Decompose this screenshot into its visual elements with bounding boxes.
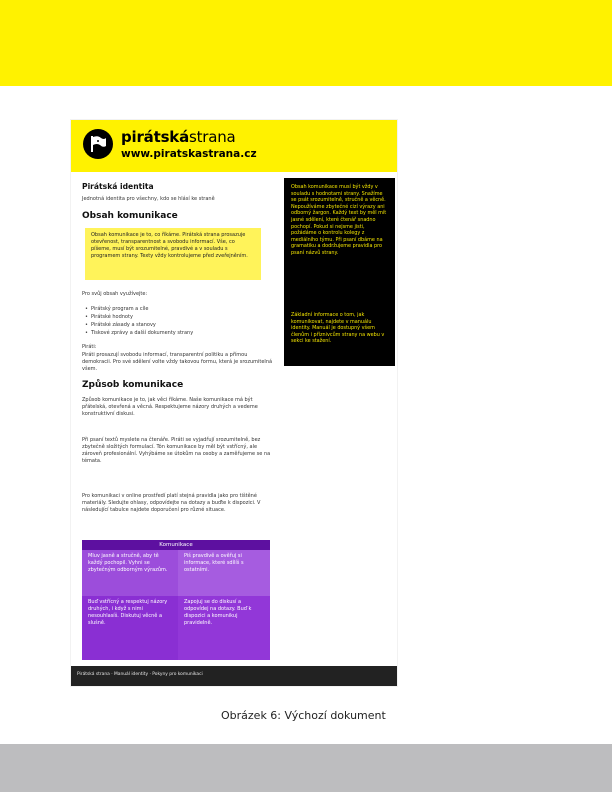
method-paragraph-1: Způsob komunikace je to, jak věci říkáme. Naše komunikace má být přátelská, otevřená a věcná. Respektujeme názory druhých a vedeme konstruktivní diskusi. bbox=[82, 397, 258, 417]
document-footer bbox=[71, 666, 397, 686]
website-url: www.piratskastrana.cz bbox=[121, 148, 257, 160]
intro-line: Pro svůj obsah využívejte: bbox=[82, 291, 148, 297]
bottom-gray-band bbox=[0, 744, 612, 792]
table-cell: Mluv jasně a stručně, aby tě každý pochopil. Vyhni se zbytečným odborným výrazům. bbox=[82, 550, 178, 596]
sidebar-box bbox=[284, 178, 395, 366]
highlight-text: Obsah komunikace je to, co říkáme. Pirátská strana prosazuje otevřenost, transparentnost a svobodu informací. Vše, co píšeme, musí být srozumitelné, pravdivé a v souladu s programem strany. Texty vždy kontrolujeme před zveřejněním. bbox=[91, 232, 248, 259]
document-header bbox=[71, 120, 397, 172]
table-cell: Buď vstřícný a respektuj názory druhých, i když s nimi nesouhlasíš. Diskutuj věcně a slušně. bbox=[82, 596, 178, 660]
method-heading: Způsob komunikace bbox=[82, 380, 184, 390]
communication-table bbox=[82, 540, 270, 660]
top-yellow-band bbox=[0, 0, 612, 86]
content-heading: Obsah komunikace bbox=[82, 211, 178, 221]
bullet-list bbox=[85, 305, 275, 337]
brand-light: strana bbox=[189, 128, 236, 146]
brand-name bbox=[121, 128, 236, 146]
identity-title: Pirátská identita bbox=[82, 182, 154, 191]
list-item: • Tiskové zprávy a další dokumenty strany bbox=[85, 329, 275, 337]
sidebar-text-1: Obsah komunikace musí být vždy v souladu s hodnotami strany. Snažíme se psát srozumitelně, stručně a věcně. Nepoužíváme zbytečné cizí výrazy ani odborný žargon. Každý text by měl mít jasné sdělení, které čtenář snadno pochopí. Pokud si nejsme jisti, požádáme o kontrolu kolegy z mediálního týmu. Při psaní dbáme na gramatiku a dodržujeme pravidla pro psaní názvů strany. bbox=[291, 184, 387, 256]
brand-bold: pirátská bbox=[121, 128, 189, 146]
figure-caption: Obrázek 6: Výchozí dokument bbox=[221, 709, 386, 722]
footer-text: Pirátská strana · Manuál identity · Pokyny pro komunikaci bbox=[77, 672, 203, 677]
pirates-label: Piráti: bbox=[82, 344, 97, 350]
list-item: • Pirátský program a cíle bbox=[85, 305, 275, 313]
pirates-text: Piráti prosazují svobodu informací, transparentní politiku a přímou demokracii. Pro své sdělení volte vždy takovou formu, která je srozumitelná všem. bbox=[82, 352, 273, 372]
method-paragraph-3: Pro komunikaci v online prostředí platí stejná pravidla jako pro tištěné materiály. Sledujte ohlasy, odpovídejte na dotazy a buďte k dispozici. V následující tabulce najdete doporučení pro různé situace. bbox=[82, 493, 261, 513]
table-header: Komunikace bbox=[82, 540, 270, 550]
table-cell: Zapojuj se do diskusí a odpovídej na dotazy. Buď k dispozici a komunikuj pravidelně. bbox=[178, 596, 270, 660]
list-item: • Pirátské hodnoty bbox=[85, 313, 275, 321]
method-paragraph-2: Při psaní textů myslete na čtenáře. Piráti se vyjadřují srozumitelně, bez zbytečně složitých formulací. Tón komunikace by měl být vstřícný, ale zároveň profesionální. Vyhýbáme se útokům na osoby a zaměřujeme se na témata. bbox=[82, 437, 271, 464]
pirate-flag-logo-icon bbox=[83, 129, 113, 159]
list-item: • Pirátské zásady a stanovy bbox=[85, 321, 275, 329]
identity-subtitle: Jednotná identita pro všechny, kdo se hlásí ke straně bbox=[82, 196, 215, 202]
sidebar-text-2: Základní informace o tom, jak komunikovat, najdete v manuálu identity. Manuál je dostupný všem členům i příznivcům strany na webu v sekci ke stažení. bbox=[291, 312, 385, 345]
highlight-box bbox=[85, 228, 261, 280]
document-page bbox=[71, 120, 397, 686]
table-cell: Piš pravdivě a ověřuj si informace, které sdílíš s ostatními. bbox=[178, 550, 270, 596]
